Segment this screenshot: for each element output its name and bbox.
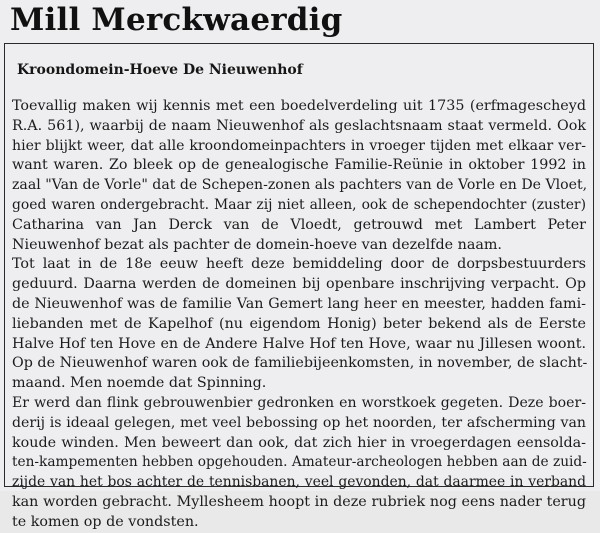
text-line: koude winden. Men beweert dan ook, dat zich hier in vroegerdagen eensolda- <box>12 434 586 451</box>
article-body <box>12 97 586 533</box>
text-line: ten-kampementen hebben opgehouden. Amateur-archeologen hebben aan de zuid- <box>12 454 587 471</box>
text-line: kan worden gebracht. Myllesheem hoopt in deze rubriek nog eens nader terug <box>12 493 586 510</box>
text-line: Op de Nieuwenhof waren ook de familiebijeenkomsten, in november, de slacht- <box>12 355 588 372</box>
text-line: Toevallig maken wij kennis met een boedelverdeling uit 1735 (erfmagescheyd <box>12 98 586 114</box>
masthead-title: Mill Merckwaerdig <box>10 2 343 38</box>
article-subtitle: Kroondomein-Hoeve De Nieuwenhof <box>17 62 303 78</box>
text-line: zijde van het bos achter de tennisbanen, veel gevonden, dat daarmee in verband <box>12 474 586 491</box>
text-line: Tot laat in de 18e eeuw heeft deze bemiddeling door de dorpsbestuurders <box>12 256 586 273</box>
text-line: de Nieuwenhof was de familie Van Gemert lang heer en meester, hadden fami- <box>12 295 586 312</box>
text-line: Nieuwenhof bezat als pachter de domein-hoeve van dezelfde naam. <box>12 236 502 253</box>
text-line: liebanden met de Kapelhof (nu eigendom Honig) beter bekend als de Eerste <box>12 315 586 332</box>
text-line: Er werd dan flink gebrouwenbier gedronken en worstkoek gegeten. Deze boer- <box>12 394 586 411</box>
text-line: goed waren ondergebracht. Maar zij niet alleen, ook de schependochter (zuster) <box>12 196 586 213</box>
text-line: R.A. 561), waarbij de naam Nieuwenhof als geslachtsnaam staat vermeld. Ook <box>12 117 586 134</box>
text-line: derij is ideaal gelegen, met veel bebossing op het noorden, ter afscherming van <box>12 414 586 431</box>
text-line: want waren. Zo bleek op de genealogische Familie-Reünie in oktober 1992 in <box>12 157 586 174</box>
text-line: geduurd. Daarna werden de domeinen bij openbare inschrijving verpacht. Op <box>12 276 586 293</box>
text-line: hier blijkt weer, dat alle kroondomeinpachters in vroeger tijden met elkaar ver- <box>12 137 586 154</box>
text-line: Catharina van Jan Derck van de Vloedt, getrouwd met Lambert Peter <box>12 216 586 233</box>
text-line: te komen op de vondsten. <box>12 513 199 530</box>
text-line: maand. Men noemde dat Spinning. <box>12 375 267 392</box>
text-line: Halve Hof ten Hove en de Andere Halve Hof ten Hove, waar nu Jillesen woont. <box>12 335 586 352</box>
text-line: zaal "Van de Vorle" dat de Schepen-zonen als pachters van de Vorle en De Vloet, <box>12 177 588 194</box>
